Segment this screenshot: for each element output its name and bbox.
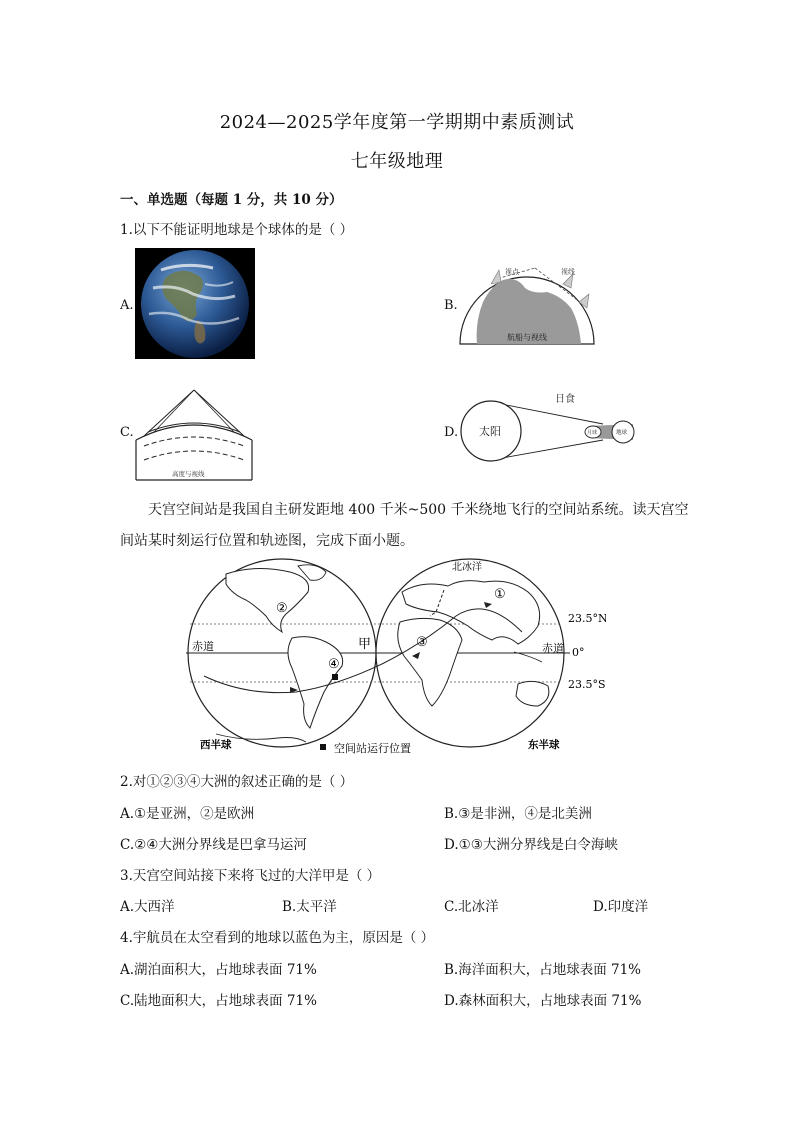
q1-earth-photo (135, 248, 255, 359)
height-caption: 高度与视线 (172, 470, 205, 478)
viewpoint-label: 视点 (505, 268, 519, 276)
q4-option-a[interactable]: A.湖泊面积大，占地球表面 71% (120, 962, 317, 978)
q4-stem: 4.宇航员在太空看到的地球以蓝色为主，原因是（ ） (120, 930, 435, 946)
continent-2-label: ② (276, 601, 288, 616)
eclipse-label: 日食 (555, 394, 575, 405)
solar-eclipse-diagram (455, 390, 640, 466)
east-hemisphere-label: 东半球 (528, 739, 560, 751)
west-hemisphere-label: 西半球 (200, 739, 232, 751)
ship-caption: 航船与视线 (507, 333, 547, 342)
equator-right-label: 赤道 (542, 642, 564, 655)
q2-stem: 2.对①②③④大洲的叙述正确的是（ ） (120, 774, 354, 790)
q1-eclipse-diagram (455, 390, 640, 466)
q2-option-b[interactable]: B.③是非洲，④是北美洲 (444, 806, 592, 822)
q4-option-d[interactable]: D.森林面积大，占地球表面 71% (444, 993, 642, 1009)
q1-option-a-label: A. (120, 298, 134, 313)
hemisphere-map (186, 556, 606, 760)
q1-height-diagram (134, 388, 254, 484)
earth-photo-image (135, 248, 255, 359)
q1-stem: 1.以下不能证明地球是个球体的是（ ） (120, 222, 354, 238)
q3-option-c[interactable]: C.北冰洋 (444, 899, 499, 915)
continent-4-label: ④ (328, 657, 340, 672)
earth-label: 地球 (616, 430, 628, 436)
height-sightline-diagram (134, 388, 254, 484)
passage-line-1: 天宫空间站是我国自主研发距地 400 千米~500 千米绕地飞行的空间站系统。读天宫空 (148, 502, 689, 518)
sun-label: 太阳 (479, 425, 501, 438)
south-latitude-label: 23.5°S (568, 678, 606, 691)
q2-option-d[interactable]: D.①③大洲分界线是白令海峡 (444, 837, 618, 853)
continent-1-label: ① (494, 587, 506, 602)
q2-option-a[interactable]: A.①是亚洲，②是欧洲 (120, 806, 255, 822)
section-heading: 一、单选题（每题 1 分，共 10 分） (120, 192, 343, 208)
q4-option-b[interactable]: B.海洋面积大，占地球表面 71% (444, 962, 642, 978)
page-title: 2024—2025学年度第一学期期中素质测试 (219, 112, 575, 133)
legend-label: 空间站运行位置 (334, 742, 411, 755)
equator-degree-label: 0° (572, 646, 585, 659)
page-subtitle: 七年级地理 (350, 151, 444, 172)
sightline-label: 视线 (561, 268, 575, 276)
legend-marker (320, 744, 326, 750)
q2-option-c[interactable]: C.②④大洲分界线是巴拿马运河 (120, 837, 307, 853)
q3-option-b[interactable]: B.太平洋 (282, 899, 337, 915)
q3-stem: 3.天宫空间站接下来将飞过的大洋甲是（ ） (120, 868, 381, 884)
q1-option-b-label: B. (444, 298, 458, 313)
q1-option-c-label: C. (120, 425, 134, 440)
arctic-label: 北冰洋 (452, 562, 482, 573)
passage-line-2: 间站某时刻运行位置和轨迹图，完成下面小题。 (120, 533, 414, 549)
north-latitude-label: 23.5°N (568, 612, 606, 625)
ship-sightline-diagram (455, 262, 600, 350)
ocean-jia-label: 甲 (358, 637, 372, 652)
continent-3-label: ③ (416, 635, 428, 650)
q4-option-c[interactable]: C.陆地面积大，占地球表面 71% (120, 993, 317, 1009)
equator-left-label: 赤道 (192, 640, 214, 653)
q3-option-d[interactable]: D.印度洋 (593, 899, 649, 915)
q1-ship-diagram (455, 262, 600, 350)
q1-option-d-label: D. (444, 425, 459, 440)
moon-label: 月球 (587, 430, 598, 436)
hemisphere-map-svg (186, 556, 606, 760)
station-marker (332, 674, 338, 680)
q3-option-a[interactable]: A.大西洋 (120, 899, 175, 915)
